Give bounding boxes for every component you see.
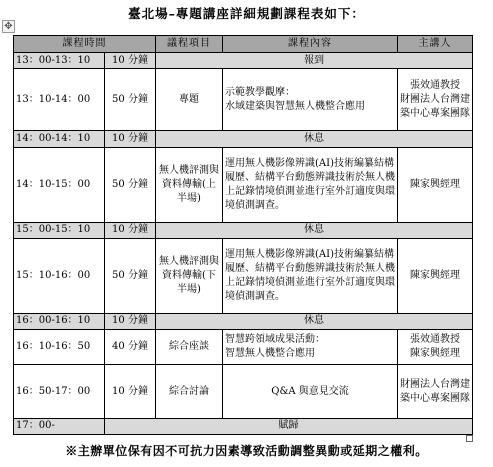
table-row xyxy=(14,222,473,238)
merged-cell: 休息 xyxy=(156,313,473,329)
item-cell: 無人機評測與資料傳輸(下半場) xyxy=(156,238,223,313)
item-cell: 專題 xyxy=(156,69,223,131)
duration-cell: 10 分鐘 xyxy=(105,313,156,329)
table-row xyxy=(14,365,473,419)
table-row xyxy=(14,147,473,222)
table-header-row xyxy=(14,36,473,53)
merged-cell: 報到 xyxy=(156,53,473,69)
merged-cell: 休息 xyxy=(156,131,473,147)
time-cell: 16：00-16：10 xyxy=(14,313,105,329)
duration-cell: 10 分鐘 xyxy=(105,222,156,238)
duration-cell: 40 分鐘 xyxy=(105,329,156,364)
time-cell: 14：10-15：00 xyxy=(14,147,105,222)
speaker-cell: 陳家興經理 xyxy=(398,147,473,222)
time-cell: 17：00- xyxy=(14,418,105,434)
time-cell: 14：00-14：10 xyxy=(14,131,105,147)
item-cell: 綜合座談 xyxy=(156,329,223,364)
time-cell: 15：10-16：00 xyxy=(14,238,105,313)
duration-cell: 10 分鐘 xyxy=(105,365,156,419)
speaker-cell: 財團法人台灣建築中心專案團隊 xyxy=(398,365,473,419)
item-cell: 無人機評測與資料傳輸(上半場) xyxy=(156,147,223,222)
time-cell: 16：10-16：50 xyxy=(14,329,105,364)
table-row xyxy=(14,238,473,313)
content-cell: 智慧跨領域成果活動： 智慧無人機整合應用 xyxy=(223,329,398,364)
duration-cell: 50 分鐘 xyxy=(105,69,156,131)
duration-cell: 50 分鐘 xyxy=(105,147,156,222)
header-speaker: 主講人 xyxy=(398,36,473,53)
speaker-cell: 張效通教授 陳家興經理 xyxy=(398,329,473,364)
content-cell: Q&A 與意見交流 xyxy=(223,365,398,419)
footnote: ※主辦單位保有因不可抗力因素導致活動調整異動或延期之權利。 xyxy=(65,444,428,458)
table-row xyxy=(14,69,473,131)
content-cell: 示範教學觀摩： 水域建築與智慧無人機整合應用 xyxy=(223,69,398,131)
table-row xyxy=(14,53,473,69)
time-cell: 13：10-14：00 xyxy=(14,69,105,131)
table-row xyxy=(14,329,473,364)
merged-cell: 休息 xyxy=(156,222,473,238)
table-row xyxy=(14,131,473,147)
header-time: 課程時間 xyxy=(14,36,156,53)
speaker-cell: 陳家興經理 xyxy=(398,238,473,313)
schedule-table xyxy=(13,35,473,435)
content-cell: 運用無人機影像辨識(AI)技術編纂結構履歷、結構平台動態辨識技術於無人機上記錄情境偵測並進行室外訂適度與環境偵測調查。 xyxy=(223,147,398,222)
page-title: 臺北場–專題講座詳細規劃課程表如下： xyxy=(128,6,365,21)
duration-cell: 10 分鐘 xyxy=(105,131,156,147)
table-move-handle-icon[interactable]: ✥ xyxy=(2,20,15,33)
time-cell: 13：00-13：10 xyxy=(14,53,105,69)
time-cell: 16：50-17：00 xyxy=(14,365,105,419)
duration-cell: 10 分鐘 xyxy=(105,53,156,69)
time-cell: 15：00-15：10 xyxy=(14,222,105,238)
table-resize-handle[interactable] xyxy=(466,435,473,442)
item-cell: 綜合討論 xyxy=(156,365,223,419)
header-content: 課程內容 xyxy=(223,36,398,53)
content-cell: 運用無人機影像辨識(AI)技術編纂結構履歷、結構平台動態辨識技術於無人機上記錄情境偵測並進行室外訂適度與環境偵測調查。 xyxy=(223,238,398,313)
table-row xyxy=(14,313,473,329)
header-item: 議程項目 xyxy=(156,36,223,53)
table-row xyxy=(14,418,473,434)
merged-cell: 賦歸 xyxy=(105,418,473,434)
duration-cell: 50 分鐘 xyxy=(105,238,156,313)
speaker-cell: 張效通教授 財團法人台灣建築中心專案團隊 xyxy=(398,69,473,131)
